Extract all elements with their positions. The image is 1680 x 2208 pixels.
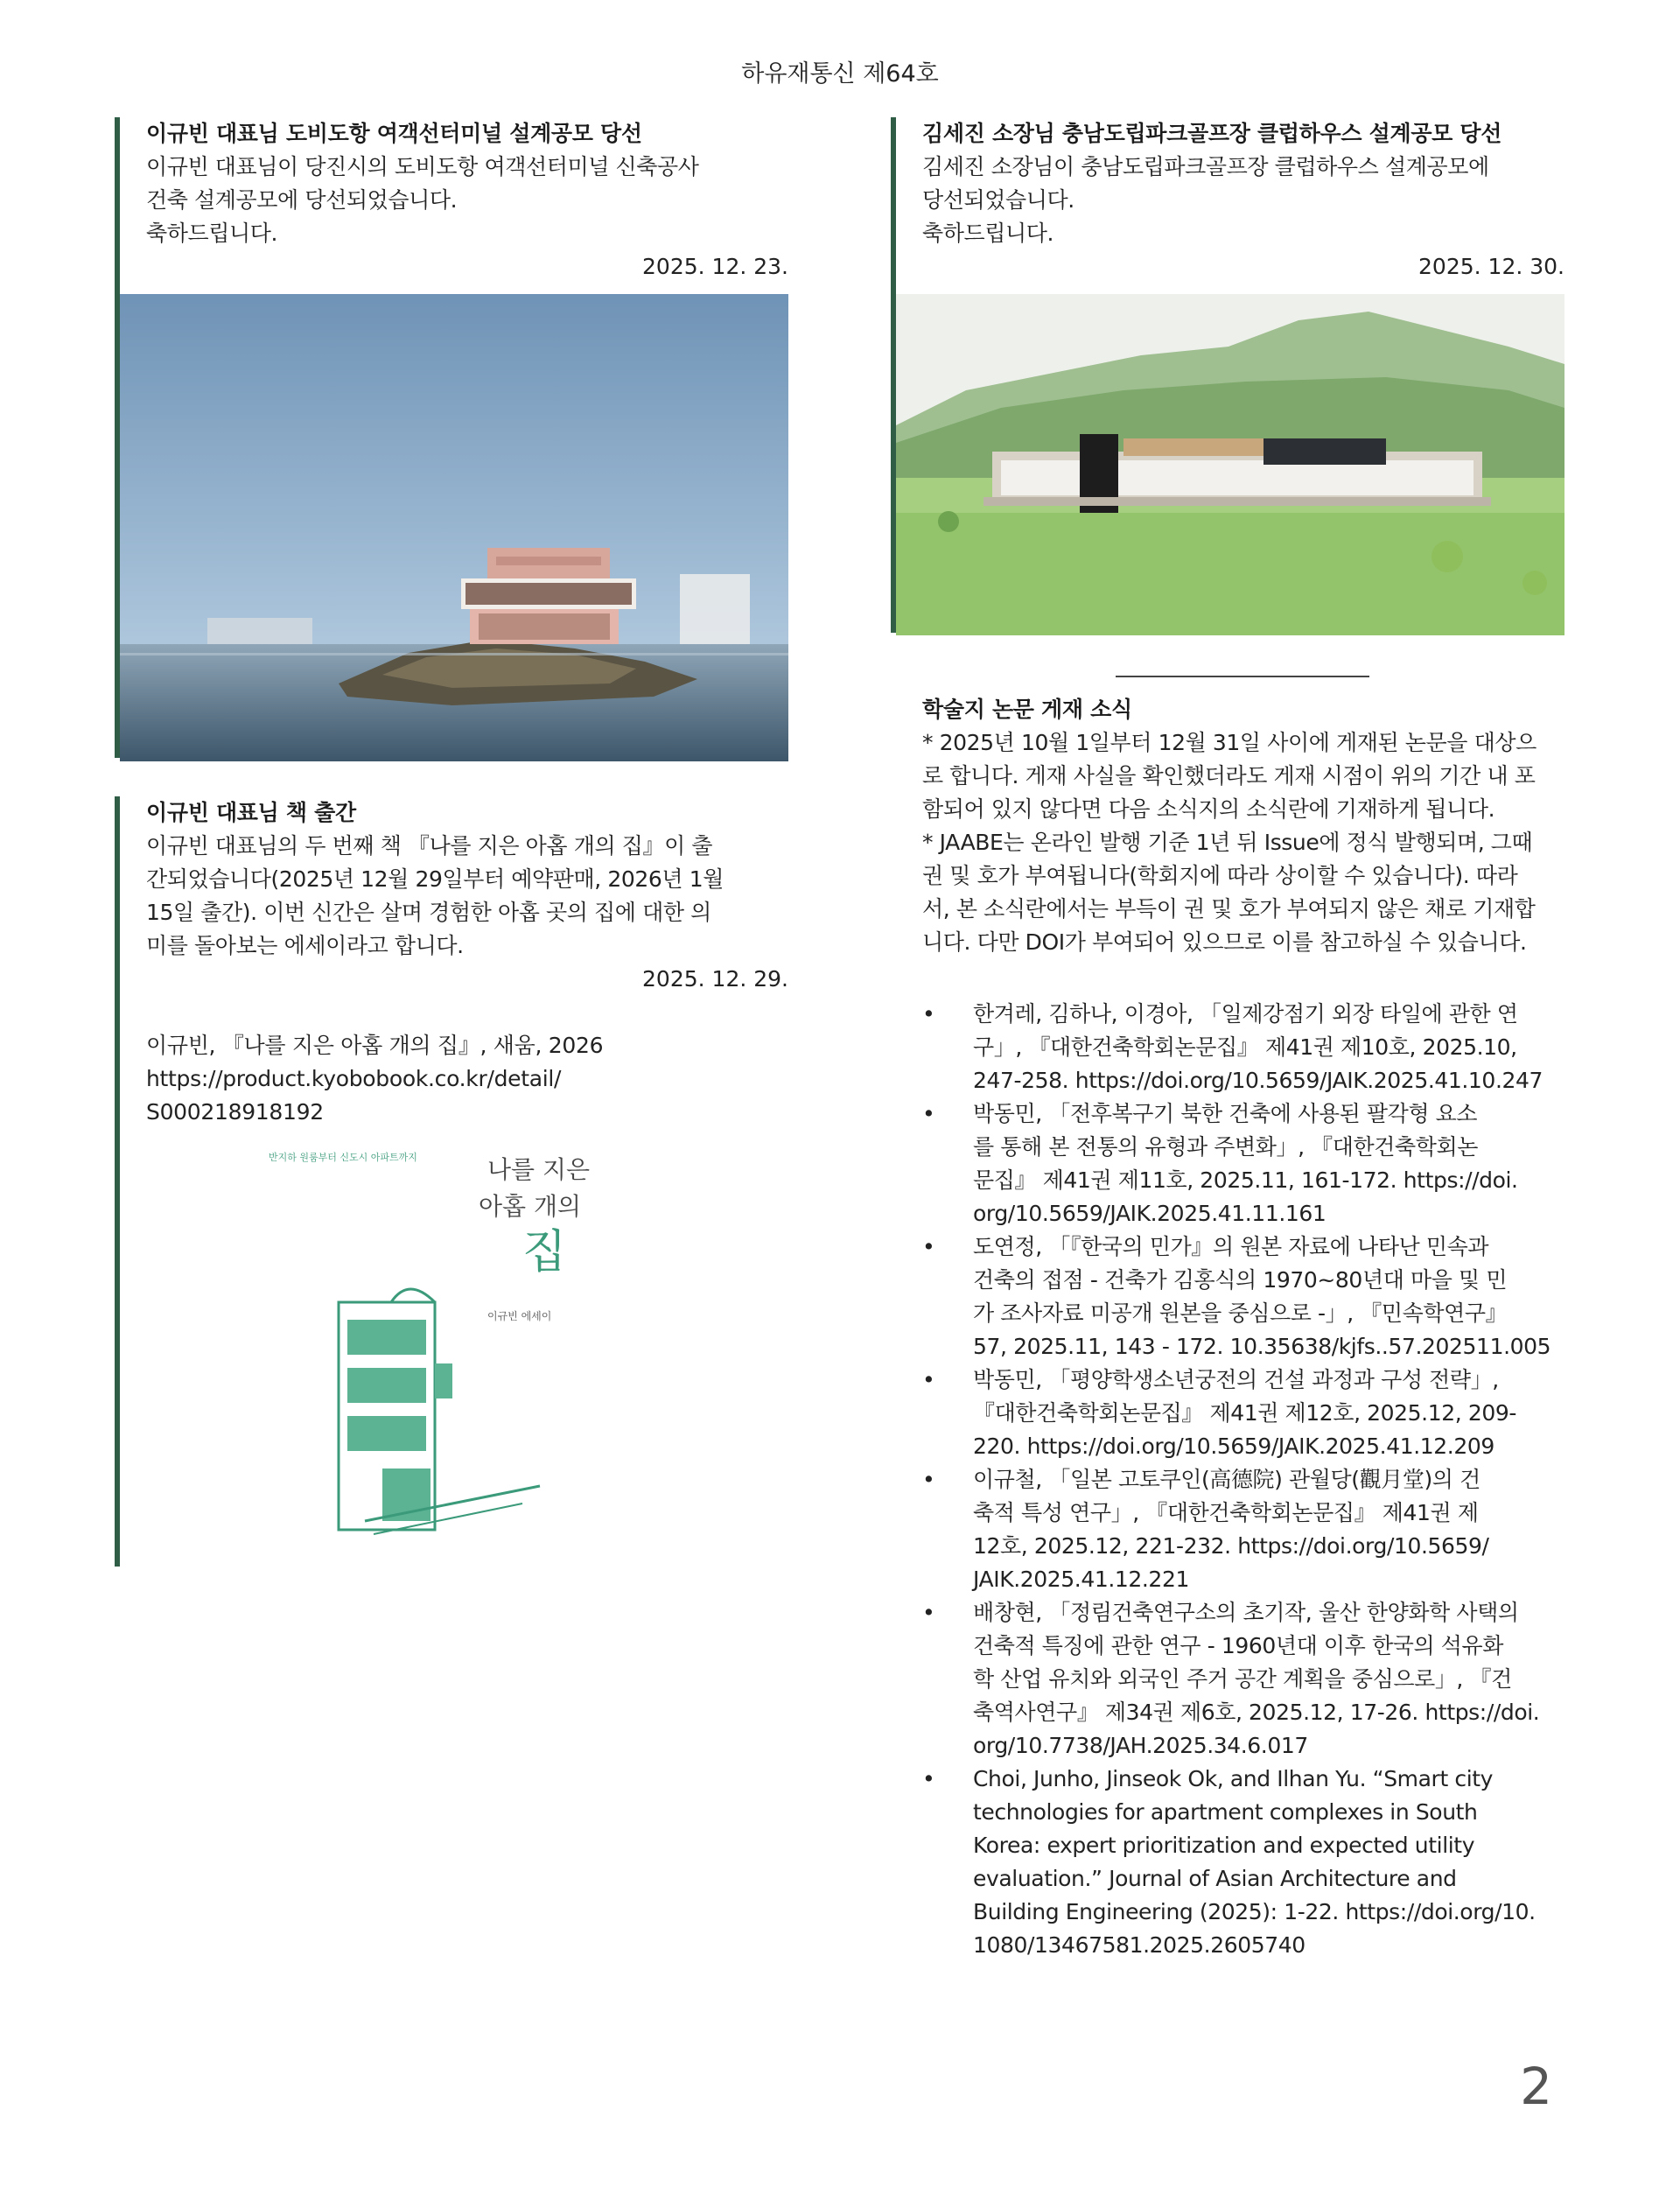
reference-line: 축적 특성 연구」, 『대한건축학회논문집』 제41권 제 xyxy=(973,1500,1479,1525)
reference-line: 247-258. https://doi.org/10.5659/JAIK.2025.41.10.247 xyxy=(973,1068,1544,1093)
reference-line: 가 조사자료 미공개 원본을 중심으로 -」, 『민속학연구』 xyxy=(973,1300,1508,1326)
book-link-id: S000218918192 xyxy=(146,1099,324,1125)
reference-line: 1080/13467581.2025.2605740 xyxy=(973,1932,1306,1958)
body-line: 김세진 소장님이 충남도립파크골프장 클럽하우스 설계공모에 xyxy=(922,154,1489,179)
reference-item xyxy=(922,1363,1566,1463)
newsletter-title: 하유재통신 제64호 xyxy=(741,60,939,88)
cover-author: 이규빈 에세이 xyxy=(487,1310,552,1322)
reference-line: evaluation.” Journal of Asian Architecture and xyxy=(973,1866,1457,1891)
body-line: 이규빈 대표님이 당진시의 도비도항 여객선터미널 신축공사 xyxy=(146,154,699,179)
news-body xyxy=(922,151,1564,250)
news-item-parkgolf xyxy=(891,117,1564,633)
reference-item xyxy=(922,1596,1566,1763)
body-line: 축하드립니다. xyxy=(922,221,1054,246)
note-line: 함되어 있지 않다면 다음 소식지의 소식란에 기재하게 됩니다. xyxy=(922,796,1495,822)
bullet-icon: • xyxy=(922,1467,935,1492)
news-body xyxy=(146,151,788,250)
reference-line: 배창현, 「정림건축연구소의 초기작, 울산 한양화학 사택의 xyxy=(973,1600,1519,1625)
reference-line: 문집』 제41권 제11호, 2025.11, 161-172. https://doi. xyxy=(973,1167,1518,1193)
reference-line: 구」, 『대한건축학회논문집』 제41권 제10호, 2025.10, xyxy=(973,1034,1517,1060)
note-line: 권 및 호가 부여됩니다(학회지에 따라 상이할 수 있습니다). 따라 xyxy=(922,863,1518,888)
body-line: 이규빈 대표님의 두 번째 책 『나를 지은 아홉 개의 집』이 출 xyxy=(146,833,713,859)
reference-line: 건축의 접점 - 건축가 김홍식의 1970~80년대 마을 및 민 xyxy=(973,1267,1508,1293)
cover-title-line1: 나를 지은 xyxy=(487,1155,591,1184)
reference-line: 를 통해 본 전통의 유형과 주변화」, 『대한건축학회논 xyxy=(973,1134,1479,1160)
reference-line: 『대한건축학회논문집』 제41권 제12호, 2025.12, 209- xyxy=(973,1400,1516,1426)
reference-line: Building Engineering (2025): 1-22. https://doi.org/10. xyxy=(973,1899,1536,1924)
reference-line: 도연정, 「『한국의 민가』의 원본 자료에 나타난 민속과 xyxy=(973,1234,1489,1259)
reference-list xyxy=(922,998,1566,1962)
reference-item xyxy=(922,1763,1566,1962)
news-title: 이규빈 대표님 도비도항 여객선터미널 설계공모 당선 xyxy=(146,121,642,146)
body-line: 건축 설계공모에 당선되었습니다. xyxy=(146,187,458,213)
reference-line: 57, 2025.11, 143 - 172. 10.35638/kjfs..57.202511.005 xyxy=(973,1334,1551,1359)
news-title: 김세진 소장님 충남도립파크골프장 클럽하우스 설계공모 당선 xyxy=(922,121,1502,146)
note-line: * JAABE는 온라인 발행 기준 1년 뒤 Issue에 정식 발행되며, 그때 xyxy=(922,830,1533,855)
reference-line: JAIK.2025.41.12.221 xyxy=(973,1567,1189,1592)
reference-item xyxy=(922,1463,1566,1596)
cover-title-big: 집 xyxy=(522,1226,567,1279)
news-body xyxy=(146,830,788,963)
news-title: 이규빈 대표님 책 출간 xyxy=(146,800,356,825)
bullet-icon: • xyxy=(922,1766,935,1791)
cover-subtitle: 반지하 원룸부터 신도시 아파트까지 xyxy=(269,1152,417,1163)
reference-line: technologies for apartment complexes in South xyxy=(973,1799,1478,1825)
body-line: 간되었습니다(2025년 12월 29일부터 예약판매, 2026년 1월 xyxy=(146,866,724,892)
news-date: 2025. 12. 30. xyxy=(1418,254,1564,279)
reference-line: 12호, 2025.12, 221-232. https://doi.org/10.5659/ xyxy=(973,1533,1489,1559)
body-line: 당선되었습니다. xyxy=(922,187,1074,213)
book-link[interactable]: https://product.kyobobook.co.kr/detail/ xyxy=(146,1066,562,1091)
journal-title: 학술지 논문 게재 소식 xyxy=(922,697,1132,722)
reference-line: org/10.7738/JAH.2025.34.6.017 xyxy=(973,1733,1308,1758)
clubhouse-rendering-image xyxy=(896,294,1564,635)
body-line: 15일 출간). 이번 신간은 살며 경험한 아홉 곳의 집에 대한 의 xyxy=(146,900,711,925)
news-date: 2025. 12. 23. xyxy=(642,254,788,279)
reference-line: 한겨레, 김하나, 이경아, 「일제강점기 외장 타일에 관한 연 xyxy=(973,1001,1518,1027)
reference-line: 220. https://doi.org/10.5659/JAIK.2025.41.12.209 xyxy=(973,1433,1494,1459)
journal-notes xyxy=(922,726,1566,959)
note-line: 서, 본 소식란에서는 부득이 권 및 호가 부여되지 않은 채로 기재합 xyxy=(922,896,1536,922)
cover-title-line2: 아홉 개의 xyxy=(479,1192,582,1221)
book-cover-image xyxy=(260,1136,610,1556)
reference-line: 축역사연구』 제34권 제6호, 2025.12, 17-26. https://doi. xyxy=(973,1700,1540,1725)
bullet-icon: • xyxy=(922,1101,935,1126)
note-line: 니다. 다만 DOI가 부여되어 있으므로 이를 참고하실 수 있습니다. xyxy=(922,929,1527,955)
note-line: * 2025년 10월 1일부터 12월 31일 사이에 게재된 논문을 대상으 xyxy=(922,730,1536,755)
news-date: 2025. 12. 29. xyxy=(642,966,788,992)
reference-line: 이규철, 「일본 고토쿠인(高德院) 관월당(觀月堂)의 건 xyxy=(973,1467,1480,1492)
reference-line: 건축적 특징에 관한 연구 - 1960년대 이후 한국의 석유화 xyxy=(973,1633,1504,1658)
note-line: 로 합니다. 게재 사실을 확인했더라도 게재 시점이 위의 기간 내 포 xyxy=(922,763,1536,789)
reference-item xyxy=(922,1230,1566,1363)
reference-line: 박동민, 「평양학생소년궁전의 건설 과정과 구성 전략」, xyxy=(973,1367,1499,1392)
reference-line: 학 산업 유치와 외국인 주거 공간 계획을 중심으로」, 『건 xyxy=(973,1666,1512,1692)
reference-item xyxy=(922,1097,1566,1230)
book-citation: 이규빈, 『나를 지은 아홉 개의 집』, 새움, 2026 xyxy=(146,1033,604,1058)
bullet-icon: • xyxy=(922,1234,935,1259)
page-number: 2 xyxy=(1520,2057,1552,2116)
section-divider xyxy=(1116,676,1369,677)
body-line: 미를 돌아보는 에세이라고 합니다. xyxy=(146,933,464,958)
reference-item xyxy=(922,998,1566,1097)
bullet-icon: • xyxy=(922,1367,935,1392)
reference-line: Choi, Junho, Jinseok Ok, and Ilhan Yu. “Smart city xyxy=(973,1766,1494,1791)
news-item-dobido xyxy=(115,117,788,758)
bullet-icon: • xyxy=(922,1600,935,1625)
reference-line: Korea: expert prioritization and expected utility xyxy=(973,1833,1475,1858)
journal-news xyxy=(922,693,1566,959)
reference-line: 박동민, 「전후복구기 북한 건축에 사용된 팔각형 요소 xyxy=(973,1101,1478,1126)
reference-line: org/10.5659/JAIK.2025.41.11.161 xyxy=(973,1201,1326,1226)
terminal-rendering-image xyxy=(120,294,788,761)
body-line: 축하드립니다. xyxy=(146,221,278,246)
news-item-book xyxy=(115,796,788,1567)
bullet-icon: • xyxy=(922,1001,935,1027)
